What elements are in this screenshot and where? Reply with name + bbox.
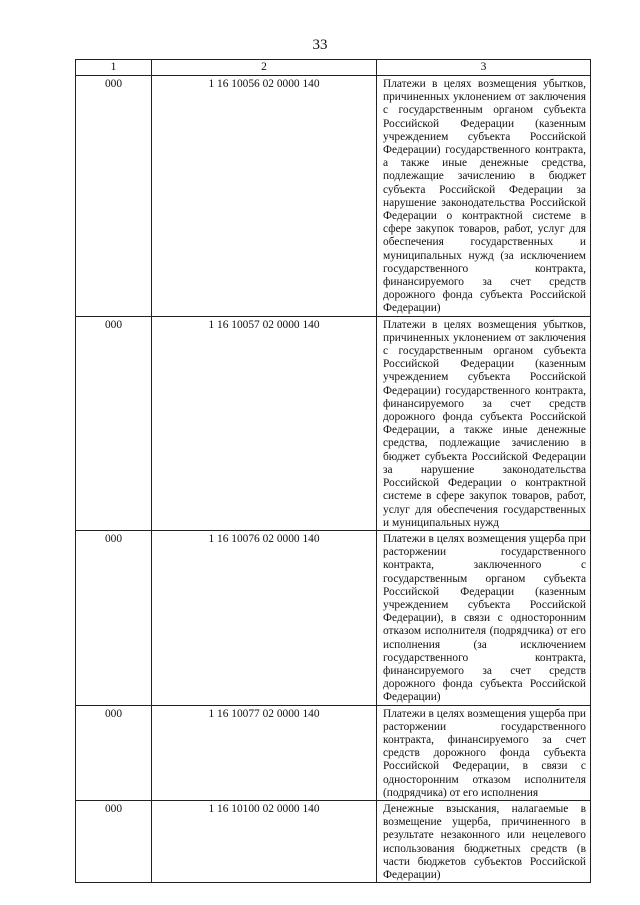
admin-code-cell: 000 (76, 530, 152, 705)
kbk-code-cell: 1 16 10076 02 0000 140 (152, 530, 377, 705)
kbk-code-cell: 1 16 10077 02 0000 140 (152, 705, 377, 800)
table-row (76, 705, 591, 800)
description-cell: Платежи в целях возмещения убытков, причиненных уклонением от заключения с государственным органом субъекта Российской Федерации (казенным учреждением субъекта Российской Федерации) государственного контракта, а также иные денежные средства, подлежащие зачислению в бюджет субъекта Российской Федерации за нарушение законодательства Российской Федерации о контрактной системе в сфере закупок товаров, работ, услуг для обеспечения государственных и муниципальных нужд (за исключением государственного контракта, финансируемого за счет средств дорожного фонда субъекта Российской Федерации) (377, 76, 591, 317)
table-header-row (76, 60, 591, 76)
kbk-code-cell: 1 16 10057 02 0000 140 (152, 316, 377, 530)
column-header-1: 1 (76, 60, 152, 76)
description-cell: Платежи в целях возмещения ущерба при расторжении государственного контракта, финансируемого за счет средств дорожного фонда субъекта Российской Федерации, в связи с односторонним отказом исполнителя (подрядчика) от его исполнения (377, 705, 591, 800)
admin-code-cell: 000 (76, 76, 152, 317)
description-cell: Платежи в целях возмещения убытков, причиненных уклонением от заключения с государственным органом субъекта Российской Федерации (казенным учреждением субъекта Российской Федерации) государственного контракта, финансируемого за счет средств дорожного фонда субъекта Российской Федерации, а также иные денежные средства, подлежащие зачислению в бюджет субъекта Российской Федерации за нарушение законодательства Российской Федерации о контрактной системе в сфере закупок товаров, работ, услуг для обеспечения государственных и муниципальных нужд (377, 316, 591, 530)
column-header-3: 3 (377, 60, 591, 76)
admin-code-cell: 000 (76, 800, 152, 882)
admin-code-cell: 000 (76, 705, 152, 800)
page-number: 33 (312, 37, 328, 53)
description-cell: Денежные взыскания, налагаемые в возмещение ущерба, причиненного в результате незаконного или нецелевого использования бюджетных средств (в части бюджетов субъектов Российской Федерации) (377, 800, 591, 882)
budget-codes-table (75, 59, 591, 883)
admin-code-cell: 000 (76, 316, 152, 530)
table-row (76, 76, 591, 317)
table-row (76, 800, 591, 882)
kbk-code-cell: 1 16 10100 02 0000 140 (152, 800, 377, 882)
kbk-code-cell: 1 16 10056 02 0000 140 (152, 76, 377, 317)
table-row (76, 530, 591, 705)
description-cell: Платежи в целях возмещения ущерба при расторжении государственного контракта, заключенного с государственным органом субъекта Российской Федерации (казенным учреждением субъекта Российской Федерации), в связи с односторонним отказом исполнителя (подрядчика) от его исполнения (за исключением государственного контракта, финансируемого за счет средств дорожного фонда субъекта Российской Федерации) (377, 530, 591, 705)
column-header-2: 2 (152, 60, 377, 76)
table-row (76, 316, 591, 530)
